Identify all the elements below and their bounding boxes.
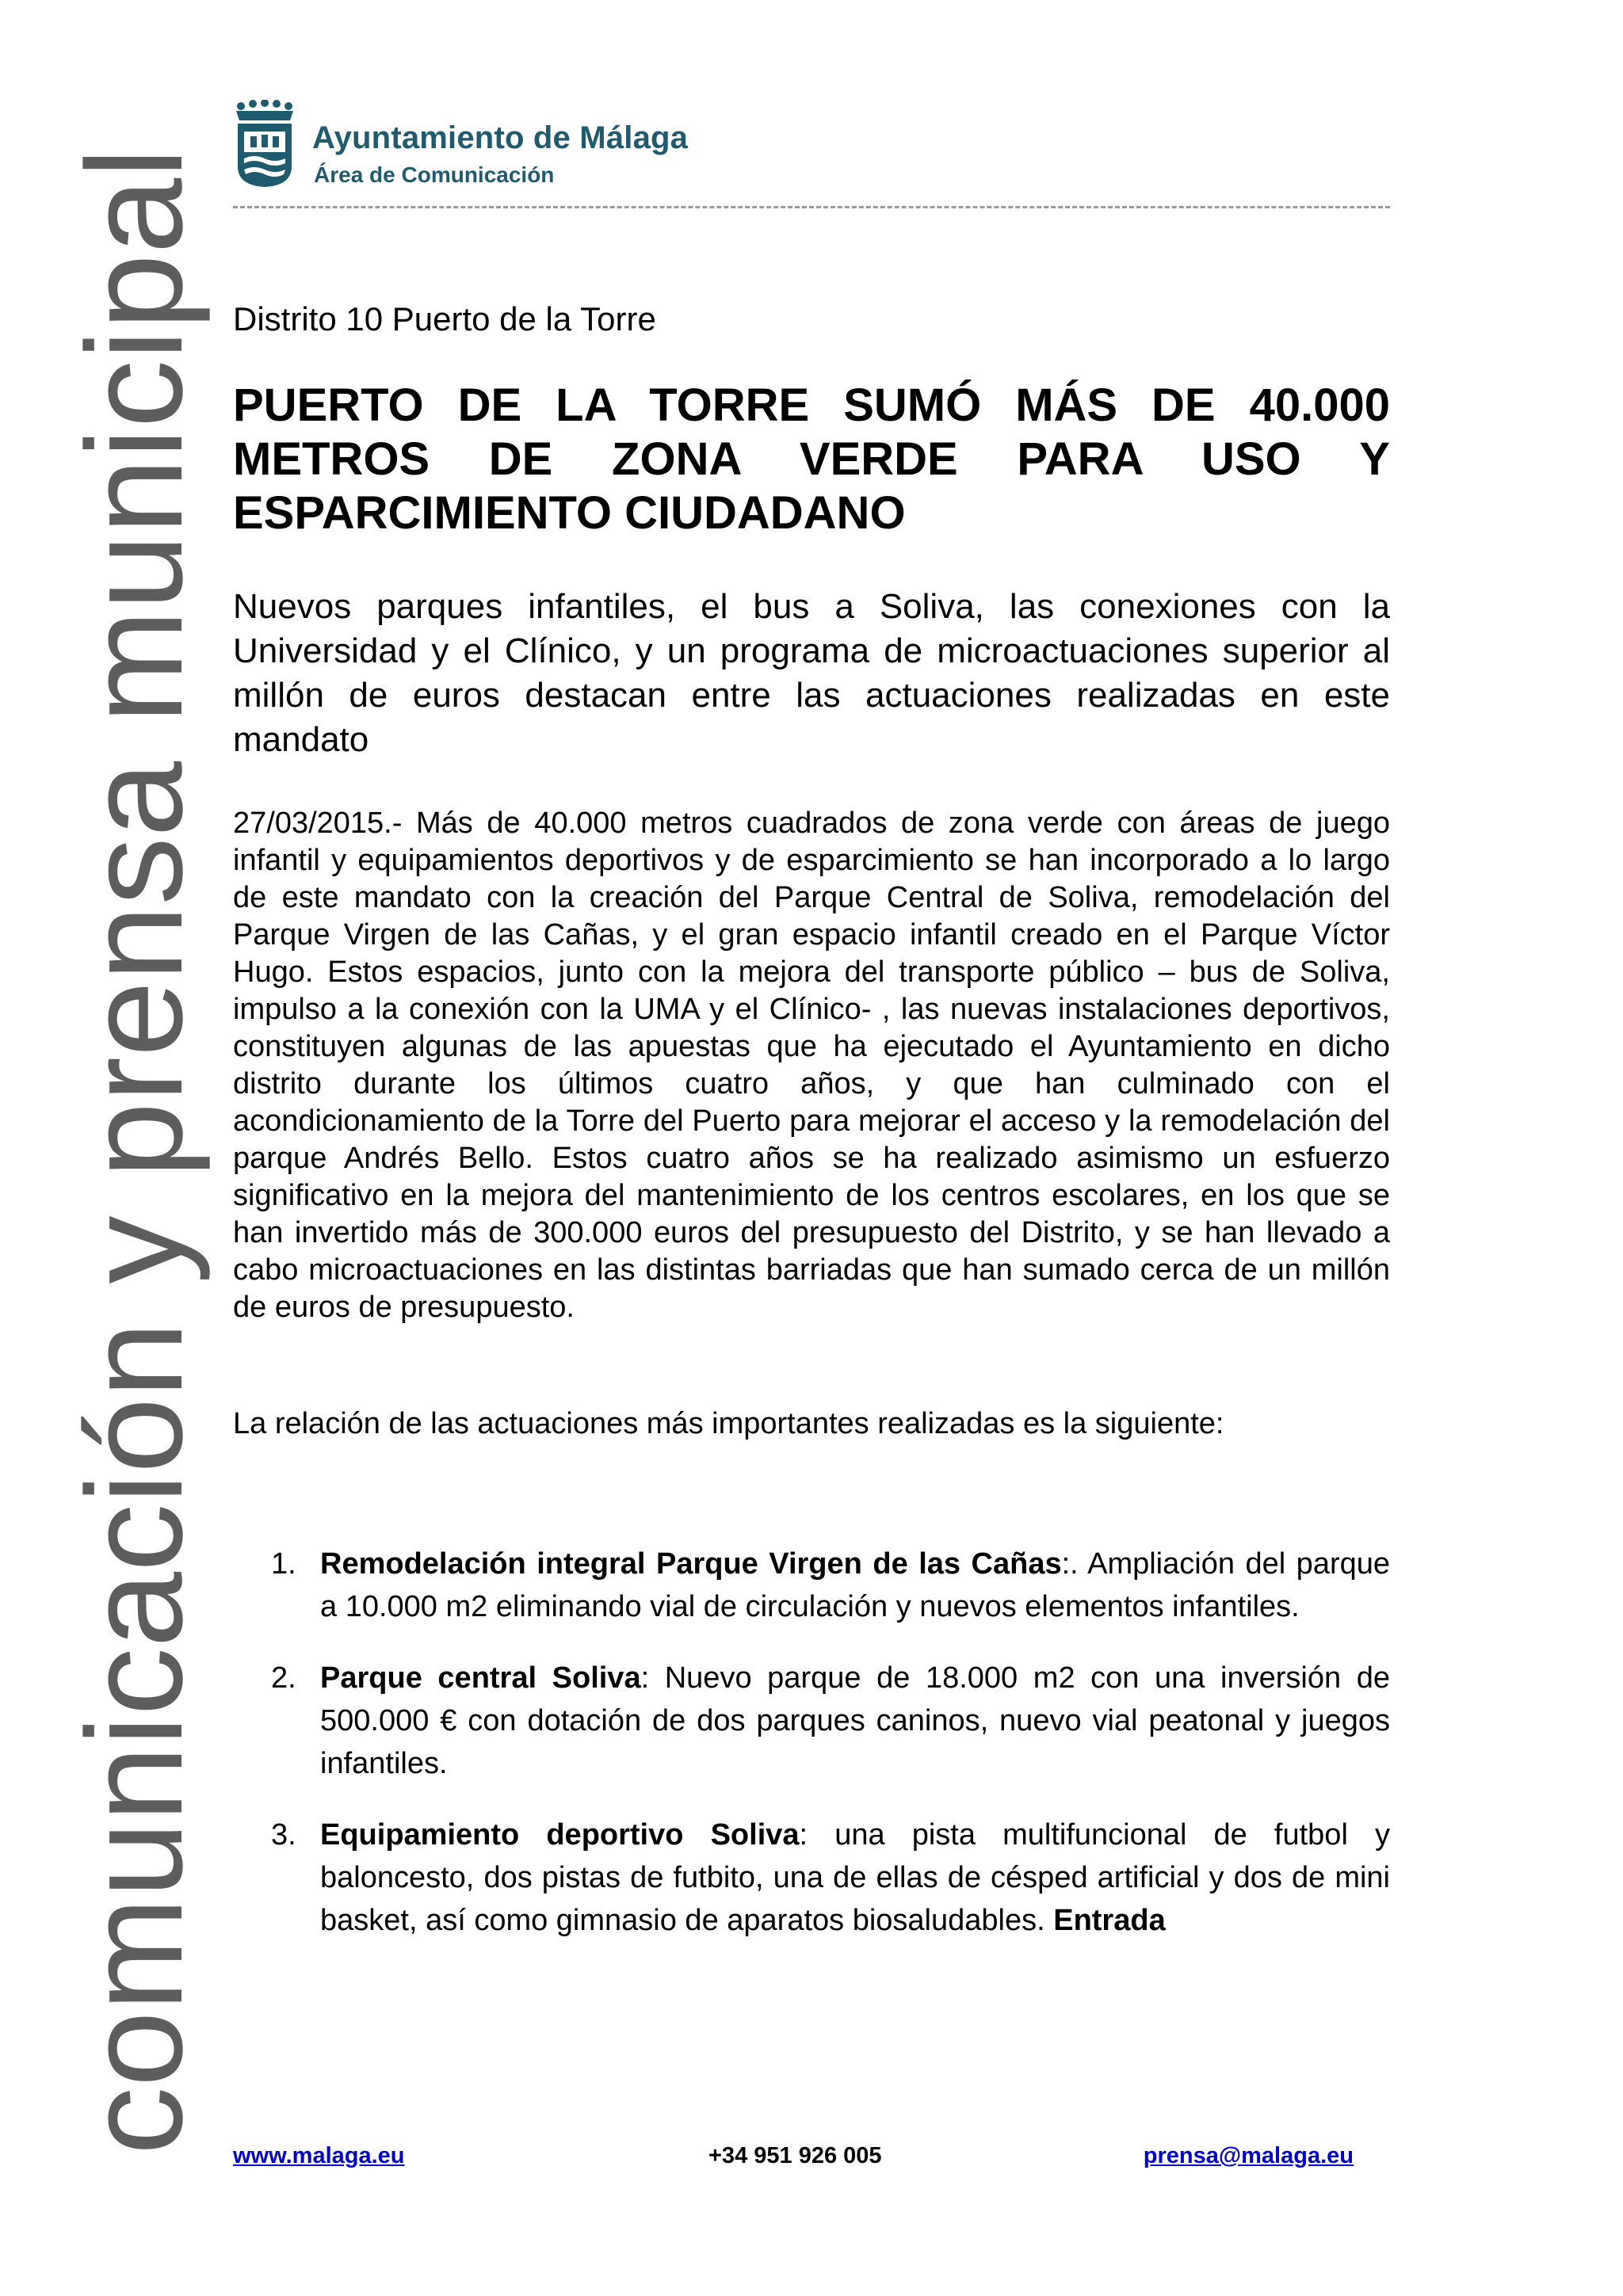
organization-area: Área de Comunicación xyxy=(314,162,555,187)
list-item xyxy=(233,1543,1390,1628)
list-item-text: : una pista multifuncional de futbol y baloncesto, dos pistas de futbito, una de ellas de césped artificial y dos de mini basket, así como gimnasio de aparatos biosaludables. xyxy=(320,1818,1390,1937)
list-item-text: :. Ampliación del parque a 10.000 m2 eliminando vial de circulación y nuevos elementos infantiles. xyxy=(320,1547,1391,1623)
organization-name: Ayuntamiento de Málaga xyxy=(312,120,689,155)
header-divider xyxy=(233,206,1390,208)
list-item-tail: Entrada xyxy=(1053,1904,1166,1937)
email-link[interactable]: prensa@malaga.eu xyxy=(1143,2143,1354,2168)
letterhead xyxy=(233,100,1390,211)
side-banner-text: comunicación y prensa municipal xyxy=(59,147,211,2155)
malaga-coat-of-arms-icon xyxy=(233,100,296,189)
list-item-number: 1. xyxy=(271,1547,296,1581)
headline: PUERTO DE LA TORRE SUMÓ MÁS DE 40.000 METROS DE ZONA VERDE PARA USO Y ESPARCIMIENTO CIUDADANO xyxy=(233,379,1390,539)
list-item xyxy=(233,1814,1390,1942)
subtitle: Nuevos parques infantiles, el bus a Soliva, las conexiones con la Universidad y el Clínico, y un programa de microactuaciones superior al millón de euros destacan entre las actuaciones realizadas en este mandato xyxy=(233,587,1390,759)
actions-intro: La relación de las actuaciones más importantes realizadas es la siguiente: xyxy=(233,1407,1224,1440)
list-item-title: Remodelación integral Parque Virgen de las Cañas xyxy=(320,1547,1062,1581)
district-label: Distrito 10 Puerto de la Torre xyxy=(233,300,656,338)
press-release-body xyxy=(233,298,1390,1970)
list-item-number: 3. xyxy=(271,1818,296,1852)
list-item-number: 2. xyxy=(271,1661,296,1695)
list-item-title: Equipamiento deportivo Soliva xyxy=(320,1818,800,1852)
list-item-text: : Nuevo parque de 18.000 m2 con una inversión de 500.000 € con dotación de dos parques caninos, nuevo vial peatonal y juegos infantiles. xyxy=(320,1661,1390,1780)
website-link[interactable]: www.malaga.eu xyxy=(233,2143,405,2168)
body-paragraph: 27/03/2015.- Más de 40.000 metros cuadrados de zona verde con áreas de juego infantil y equipamientos deportivos y de esparcimiento se han incorporado a lo largo de este mandato con la creación del Parque Central de Soliva, remodelación del Parque Virgen de las Cañas, y el gran espacio infantil creado en el Parque Víctor Hugo. Estos espacios, junto con la mejora del transporte público – bus de Soliva, impulso a la conexión con la UMA y el Clínico- , las nuevas instalaciones deportivos, constituyen algunas de las apuestas que ha ejecutado el Ayuntamiento en dicho distrito durante los últimos cuatro años, y que han culminado con el acondicionamiento de la Torre del Puerto para mejorar el acceso y la remodelación del parque Andrés Bello. Estos cuatro años se ha realizado asimismo un esfuerzo significativo en la mejora del mantenimiento de los centros escolares, en los que se han invertido más de 300.000 euros del presupuesto del Distrito, y se han llevado a cabo microactuaciones en las distintas barriadas que han sumado cerca de un millón de euros de presupuesto. xyxy=(233,807,1390,1324)
phone-number: +34 951 926 005 xyxy=(708,2143,882,2168)
footer xyxy=(233,2143,1354,2183)
actions-list xyxy=(233,1543,1390,1942)
list-item xyxy=(233,1657,1390,1785)
list-item-title: Parque central Soliva xyxy=(320,1661,641,1695)
